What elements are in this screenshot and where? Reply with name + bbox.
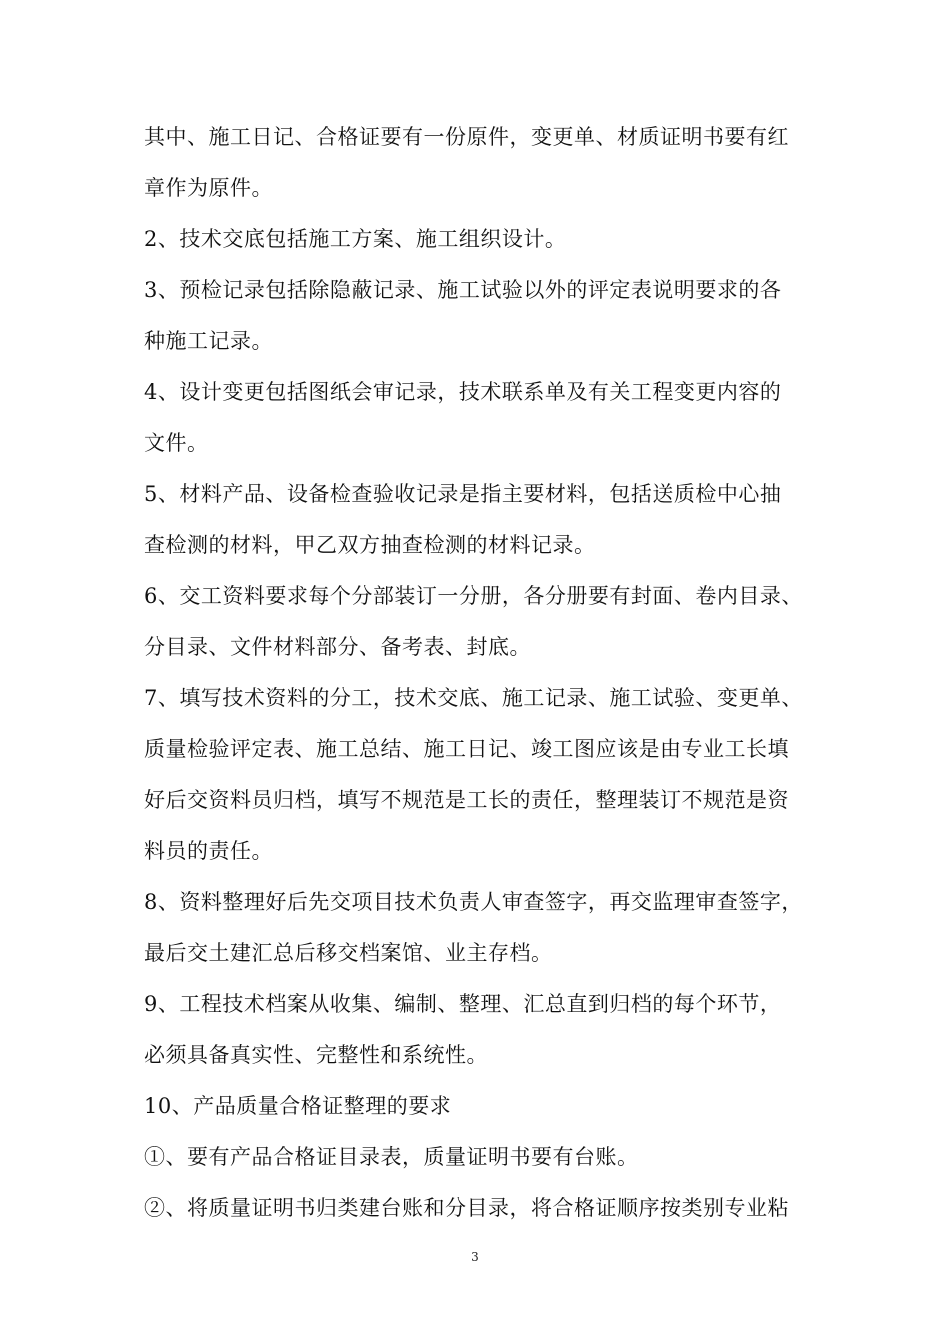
text-line: 种施工记录。 xyxy=(144,329,273,353)
text-line: 6、交工资料要求每个分部装订一分册，各分册要有封面、卷内目录、 xyxy=(144,584,803,608)
text-line: 2、技术交底包括施工方案、施工组织设计。 xyxy=(144,227,567,251)
text-line: 好后交资料员归档，填写不规范是工长的责任，整理装订不规范是资 xyxy=(144,788,789,812)
text-line: ①、要有产品合格证目录表，质量证明书要有台账。 xyxy=(144,1145,639,1169)
text-line: 3、预检记录包括除隐蔽记录、施工试验以外的评定表说明要求的各 xyxy=(144,278,782,302)
text-line: 最后交土建汇总后移交档案馆、业主存档。 xyxy=(144,941,553,965)
text-line: 4、设计变更包括图纸会审记录，技术联系单及有关工程变更内容的 xyxy=(144,380,782,404)
page-number: 3 xyxy=(471,1250,479,1264)
text-line: 5、材料产品、设备检查验收记录是指主要材料，包括送质检中心抽 xyxy=(144,482,782,506)
document-body xyxy=(144,112,809,1234)
text-line: 必须具备真实性、完整性和系统性。 xyxy=(144,1043,488,1067)
text-line: 7、填写技术资料的分工，技术交底、施工记录、施工试验、变更单、 xyxy=(144,686,803,710)
text-line: 10、产品质量合格证整理的要求 xyxy=(144,1094,452,1118)
text-line: ②、将质量证明书归类建台账和分目录，将合格证顺序按类别专业粘 xyxy=(144,1196,789,1220)
text-line: 章作为原件。 xyxy=(144,176,273,200)
text-line: 料员的责任。 xyxy=(144,839,273,863)
text-line: 分目录、文件材料部分、备考表、封底。 xyxy=(144,635,531,659)
text-line: 9、工程技术档案从收集、编制、整理、汇总直到归档的每个环节， xyxy=(144,992,782,1016)
text-line: 其中、施工日记、合格证要有一份原件，变更单、材质证明书要有红 xyxy=(144,125,789,149)
text-line: 8、资料整理好后先交项目技术负责人审查签字，再交监理审查签字， xyxy=(144,890,803,914)
text-line: 查检测的材料，甲乙双方抽查检测的材料记录。 xyxy=(144,533,596,557)
text-line: 文件。 xyxy=(144,431,209,455)
text-line: 质量检验评定表、施工总结、施工日记、竣工图应该是由专业工长填 xyxy=(144,737,789,761)
